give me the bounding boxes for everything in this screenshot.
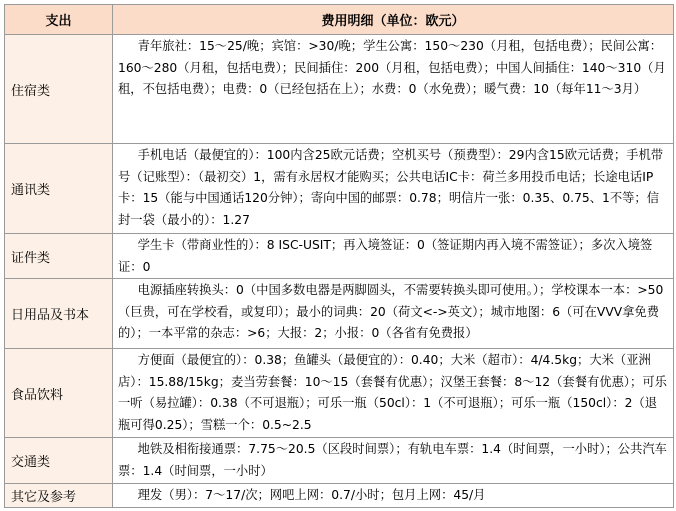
detail-cell-transport: 地铁及相衔接通票：7.75～20.5（区段时间票）；有轨电车票：1.4（时间票，一小时）；公共汽车票：1.4（时间票，一小时） — [113, 438, 674, 484]
category-cell-accommodation: 住宿类 — [5, 35, 113, 144]
table-row-transport — [5, 438, 674, 484]
table-row-daily-goods — [5, 279, 674, 349]
detail-cell-communication: 手机电话（最便宜的）：100内含25欧元话费；空机买号（预费型）：29内含15欧元话费；手机带号（记账型）：（最初交）1，需有永居权才能购买；公共电话IC卡：荷兰多用投币电话；长途电话IP卡：15（能与中国通话120分钟）；寄向中国的邮票：0.78；明信片一张：0.35、0.75、1不等；信封一袋（最小的）：1.27 — [113, 144, 674, 234]
category-cell-documents: 证件类 — [5, 234, 113, 279]
category-cell-communication: 通讯类 — [5, 144, 113, 234]
detail-cell-documents: 学生卡（带商业性的）：8 ISC-USIT；再入境签证：0（签证期内再入境不需签证）；多次入境签证：0 — [113, 234, 674, 279]
table-row-other — [5, 484, 674, 508]
detail-cell-other: 理发（男）：7～17/次；网吧上网：0.7/小时；包月上网：45/月 — [113, 484, 674, 508]
table-row-accommodation — [5, 35, 674, 144]
table-row-documents — [5, 234, 674, 279]
header-detail-cell: 费用明细（单位：欧元） — [113, 5, 674, 35]
table-row-communication — [5, 144, 674, 234]
category-cell-transport: 交通类 — [5, 438, 113, 484]
detail-cell-food: 方便面（最便宜的）：0.38；鱼罐头（最便宜的）：0.40；大米（超市）：4/4.5kg；大米（亚洲店）：15.88/15kg；麦当劳套餐：10～15（套餐有优惠）；汉堡王套餐：8～12（套餐有优惠）；可乐一听（易拉罐）：0.38（不可退瓶）；可乐一瓶（50cl）：1（不可退瓶）；可乐一瓶（150cl）：2（退瓶可得0.25）；雪糕一个：0.5~2.5 — [113, 349, 674, 438]
expense-table — [4, 4, 674, 508]
category-cell-food: 食品饮料 — [5, 349, 113, 438]
detail-cell-accommodation: 青年旅社：15～25/晚；宾馆：>30/晚；学生公寓：150～230（月租，包括电费）；民间公寓：160～280（月租，包括电费）；民间插住：200（月租，包括电费）；中国人间插住：140～310（月租，不包括电费）；电费：0（已经包括在上）；水费：0（水免费）；暖气费：10（每年11～3月） — [113, 35, 674, 144]
detail-cell-daily-goods: 电源插座转换头：0（中国多数电器是两脚圆头，不需要转换头即可使用。）；学校课本一本：>50（巨贵，可在学校看，或复印）；最小的词典：20（荷文<->英文）；城市地图：6（可在VVV拿免费的）；一本平常的杂志：>6；大报：2；小报：0（各省有免费报） — [113, 279, 674, 349]
table-row-food — [5, 349, 674, 438]
header-category-cell: 支出 — [5, 5, 113, 35]
category-cell-other: 其它及参考 — [5, 484, 113, 508]
category-cell-daily-goods: 日用品及书本 — [5, 279, 113, 349]
header-row — [5, 5, 674, 35]
